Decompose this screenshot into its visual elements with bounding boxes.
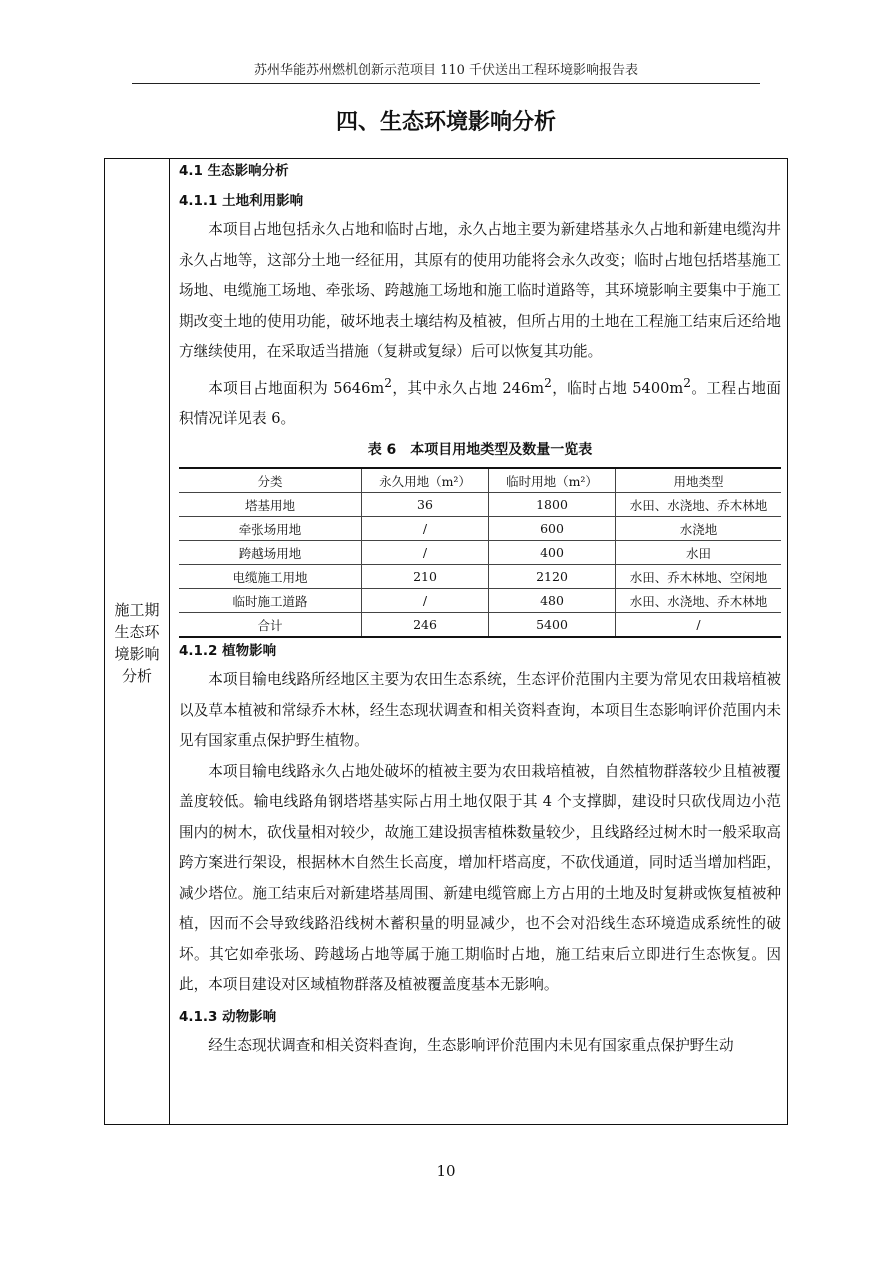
header-rule bbox=[132, 83, 760, 84]
table-row bbox=[179, 517, 781, 541]
side-label-line: 生态环 bbox=[114, 623, 160, 641]
table-cell: 临时施工道路 bbox=[179, 589, 362, 613]
side-label-line: 分析 bbox=[121, 667, 152, 685]
land-area-text: 本项目占地面积为 5646m bbox=[208, 379, 385, 397]
table-cell: 塔基用地 bbox=[179, 493, 362, 517]
paragraph-vegetation-overview: 本项目输电线路所经地区主要为农田生态系统，生态评价范围内主要为常见农田栽培植被以及草本植被和常绿乔木林，经生态现状调查和相关资料查询，本项目生态影响评价范围内未见有国家重点保护野生植物。 bbox=[179, 671, 781, 750]
table-header-row bbox=[179, 468, 781, 493]
table-cell: 1800 bbox=[489, 493, 616, 517]
table-cell: 水田、水浇地、乔木林地 bbox=[616, 493, 782, 517]
table-cell: 水浇地 bbox=[616, 517, 782, 541]
table-cell: 牵张场用地 bbox=[179, 517, 362, 541]
table-row bbox=[179, 589, 781, 613]
table-cell: 跨越场用地 bbox=[179, 541, 362, 565]
section-heading-4-1: 4.1 生态影响分析 bbox=[179, 163, 289, 179]
superscript: 2 bbox=[683, 375, 691, 390]
column-divider bbox=[169, 159, 170, 1124]
main-content bbox=[179, 159, 781, 1061]
table-cell: / bbox=[362, 589, 489, 613]
table-cell: 水田、水浇地、乔木林地 bbox=[616, 589, 782, 613]
side-label-line: 境影响 bbox=[114, 645, 160, 663]
land-area-text: ，其中永久占地 246m bbox=[391, 379, 545, 397]
table-header-cell: 永久用地（m²） bbox=[362, 468, 489, 493]
superscript: 2 bbox=[544, 375, 552, 390]
section-heading-4-1-2: 4.1.2 植物影响 bbox=[179, 643, 277, 660]
table-cell: / bbox=[362, 517, 489, 541]
table-cell: / bbox=[362, 541, 489, 565]
table-cell: 480 bbox=[489, 589, 616, 613]
table-row-total bbox=[179, 613, 781, 638]
table-cell: 水田 bbox=[616, 541, 782, 565]
table-row bbox=[179, 565, 781, 589]
paragraph-land-area bbox=[179, 368, 781, 435]
table-row bbox=[179, 541, 781, 565]
section-heading-4-1-3: 4.1.3 动物影响 bbox=[179, 1008, 277, 1025]
table-row bbox=[179, 493, 781, 517]
table-header-cell: 临时用地（m²） bbox=[489, 468, 616, 493]
running-header: 苏州华能苏州燃机创新示范项目 110 千伏送出工程环境影响报告表 bbox=[253, 63, 639, 78]
table-cell: 水田、乔木林地、空闲地 bbox=[616, 565, 782, 589]
table-cell: 400 bbox=[489, 541, 616, 565]
paragraph-vegetation-impact: 本项目输电线路永久占地处破坏的植被主要为农田栽培植被，自然植物群落较少且植被覆盖度较低。输电线路角钢塔塔基实际占用土地仅限于其 4 个支撑脚，建设时只砍伐周边小范围内的树木，砍伐量相对较少，故施工建设损害植株数量较少，且线路经过树木时一般采取高跨方案进行架设，根据林木自然生长高度，增加杆塔高度，不砍伐通道，同时适当增加档距，减少塔位。施工结束后对新建塔基周围、新建电缆管廊上方占用的土地及时复耕或恢复植被种植，因而不会导致线路沿线树木蓄积量的明显减少，也不会对沿线生态环境造成系统性的破坏。其它如牵张场、跨越场占地等属于施工期临时占地，施工结束后立即进行生态恢复。因此，本项目建设对区域植物群落及植被覆盖度基本无影响。 bbox=[179, 762, 781, 994]
page-title: 四、生态环境影响分析 bbox=[335, 110, 556, 135]
table-cell: / bbox=[616, 613, 782, 638]
land-area-text: ，临时占地 5400m bbox=[551, 379, 684, 397]
table-cell: 36 bbox=[362, 493, 489, 517]
table-cell: 合计 bbox=[179, 613, 362, 638]
table-cell: 246 bbox=[362, 613, 489, 638]
side-label bbox=[105, 599, 169, 687]
table-cell: 600 bbox=[489, 517, 616, 541]
paragraph-land-use: 本项目占地包括永久占地和临时占地，永久占地主要为新建塔基永久占地和新建电缆沟井永久占地等，这部分土地一经征用，其原有的使用功能将会永久改变；临时占地包括塔基施工场地、电缆施工场地、牵张场、跨越施工场地和施工临时道路等，其环境影响主要集中于施工期改变土地的使用功能，破坏地表土壤结构及植被，但所占用的土地在工程施工结束后还给地方继续使用，在采取适当措施（复耕或复绿）后可以恢复其功能。 bbox=[179, 221, 781, 360]
table-header-cell: 分类 bbox=[179, 468, 362, 493]
land-area-text: 。工程占地面积情况详见表 6。 bbox=[179, 379, 781, 427]
page-number: 10 bbox=[436, 1162, 456, 1180]
section-heading-4-1-1: 4.1.1 土地利用影响 bbox=[179, 193, 304, 209]
table-cell: 电缆施工用地 bbox=[179, 565, 362, 589]
land-use-table bbox=[179, 467, 781, 638]
table-caption: 表 6 本项目用地类型及数量一览表 bbox=[367, 442, 593, 459]
content-frame bbox=[104, 158, 788, 1125]
table-header-cell: 用地类型 bbox=[616, 468, 782, 493]
paragraph-animal-impact: 经生态现状调查和相关资料查询，生态影响评价范围内未见有国家重点保护野生动 bbox=[208, 1036, 734, 1054]
superscript: 2 bbox=[384, 375, 392, 390]
side-label-line: 施工期 bbox=[114, 601, 160, 619]
table-cell: 5400 bbox=[489, 613, 616, 638]
table-cell: 210 bbox=[362, 565, 489, 589]
table-cell: 2120 bbox=[489, 565, 616, 589]
